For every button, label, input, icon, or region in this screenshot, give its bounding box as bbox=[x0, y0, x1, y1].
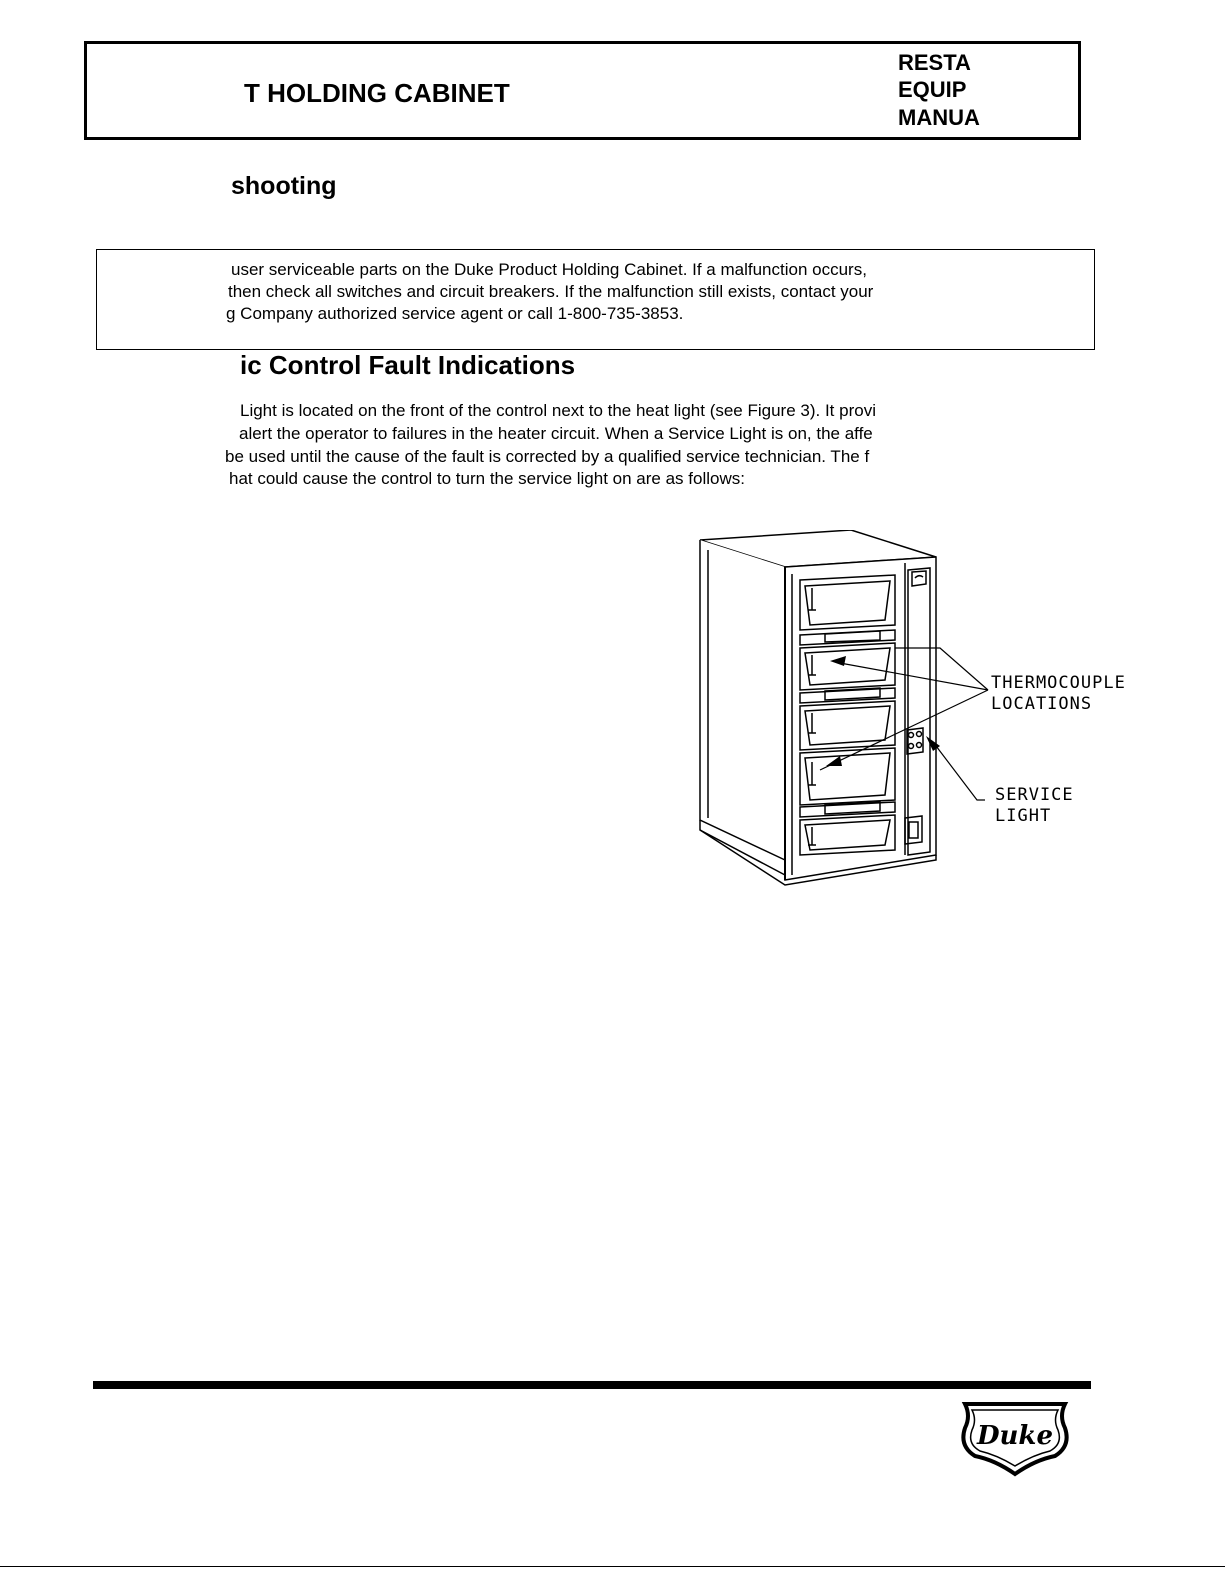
body-line-4: hat could cause the control to turn the service light on are as follows: bbox=[229, 469, 745, 488]
header-right-line-3: MANUA bbox=[898, 105, 980, 130]
thermocouple-label-1: THERMOCOUPLE bbox=[991, 673, 1126, 693]
duke-logo-icon bbox=[955, 1398, 1075, 1478]
section-title: shooting bbox=[231, 172, 337, 200]
notice-line-3: g Company authorized service agent or call 1-800-735-3853. bbox=[226, 304, 684, 323]
header-title: T HOLDING CABINET bbox=[244, 78, 510, 108]
service-light-label-2: LIGHT bbox=[995, 806, 1052, 826]
thermocouple-label-2: LOCATIONS bbox=[991, 694, 1093, 714]
svg-text:Duke: Duke bbox=[976, 1421, 1054, 1451]
bottom-rule bbox=[0, 1566, 1225, 1567]
header-right-line-1: RESTA bbox=[898, 50, 971, 75]
notice-line-1: user serviceable parts on the Duke Product Holding Cabinet. If a malfunction occurs, bbox=[231, 260, 867, 279]
duke-logo bbox=[955, 1398, 1075, 1483]
notice-line-2: then check all switches and circuit breakers. If the malfunction still exists, contact your bbox=[228, 282, 874, 301]
header-right-line-2: EQUIP bbox=[898, 77, 967, 102]
body-line-3: be used until the cause of the fault is corrected by a qualified service technician. The f bbox=[225, 447, 870, 466]
footer-rule bbox=[93, 1381, 1091, 1389]
body-line-1: Light is located on the front of the control next to the heat light (see Figure 3). It provi bbox=[240, 401, 876, 420]
body-line-2: alert the operator to failures in the heater circuit. When a Service Light is on, the affe bbox=[239, 424, 873, 443]
subsection-title: ic Control Fault Indications bbox=[240, 350, 576, 380]
cabinet-figure bbox=[690, 530, 1150, 900]
service-light-label-1: SERVICE bbox=[995, 785, 1074, 805]
